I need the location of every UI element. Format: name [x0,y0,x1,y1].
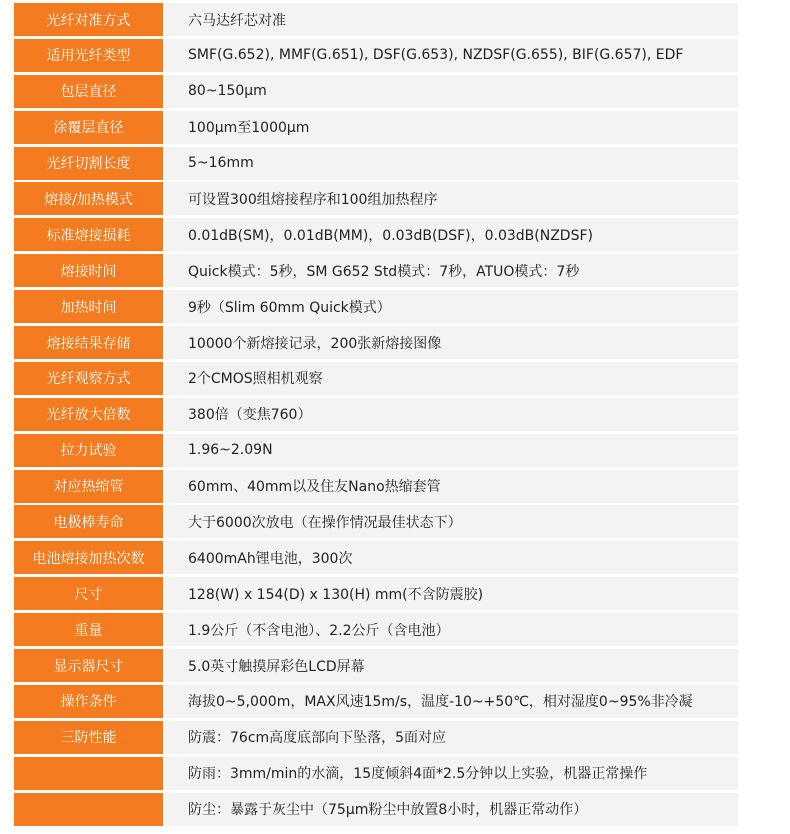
spec-row [14,290,738,323]
spec-value: 6400mAh锂电池，300次 [165,541,738,574]
spec-label: 涂覆层直径 [14,111,163,144]
spec-value: 大于6000次放电（在操作情况最佳状态下） [165,505,738,538]
spec-row [14,613,738,646]
spec-row [14,505,738,538]
spec-value: 1.9公斤（不含电池）、2.2公斤（含电池） [165,613,738,646]
spec-label: 熔接/加热模式 [14,182,163,215]
spec-row [14,326,738,359]
spec-label: 熔接时间 [14,254,163,287]
spec-row [14,577,738,610]
spec-value: 0.01dB(SM)，0.01dB(MM)，0.03dB(DSF)，0.03dB(NZDSF) [165,218,738,251]
spec-value: 100μm至1000μm [165,111,738,144]
spec-value: 5~16mm [165,147,738,180]
spec-label: 三防性能 [14,721,163,754]
spec-label: 熔接结果存储 [14,326,163,359]
spec-row [14,757,738,790]
spec-label: 电池熔接加热次数 [14,541,163,574]
spec-label: 标准熔接损耗 [14,218,163,251]
spec-row [14,75,738,108]
spec-label: 加热时间 [14,290,163,323]
spec-row [14,721,738,754]
spec-row [14,649,738,682]
spec-label: 光纤切割长度 [14,147,163,180]
spec-label: 适用光纤类型 [14,39,163,72]
spec-row [14,218,738,251]
spec-value: 可设置300组熔接程序和100组加热程序 [165,182,738,215]
spec-value: 128(W) x 154(D) x 130(H) mm(不含防震胶) [165,577,738,610]
spec-value: 防震：76cm高度底部向下坠落，5面对应 [165,721,738,754]
spec-value: 80~150μm [165,75,738,108]
spec-value: 5.0英寸触摸屏彩色LCD屏幕 [165,649,738,682]
spec-row [14,3,738,36]
spec-row [14,541,738,574]
spec-label: 对应热缩管 [14,470,163,503]
spec-label: 拉力试验 [14,434,163,467]
spec-value: 1.96~2.09N [165,434,738,467]
spec-row [14,793,738,826]
spec-value: 9秒（Slim 60mm Quick模式） [165,290,738,323]
spec-label: 尺寸 [14,577,163,610]
spec-row [14,470,738,503]
spec-label [14,793,163,826]
spec-value: SMF(G.652), MMF(G.651), DSF(G.653), NZDSF(G.655), BIF(G.657), EDF [165,39,738,72]
spec-table [14,3,738,828]
spec-label: 包层直径 [14,75,163,108]
spec-row [14,147,738,180]
spec-value: 2个CMOS照相机观察 [165,362,738,395]
spec-value: 防雨：3mm/min的水滴，15度倾斜4面*2.5分钟以上实验，机器正常操作 [165,757,738,790]
spec-label: 光纤放大倍数 [14,398,163,431]
spec-row [14,434,738,467]
spec-value: 10000个新熔接记录，200张新熔接图像 [165,326,738,359]
spec-value: Quick模式：5秒，SM G652 Std模式：7秒，ATUO模式：7秒 [165,254,738,287]
spec-value: 防尘：暴露于灰尘中（75μm粉尘中放置8小时，机器正常动作） [165,793,738,826]
spec-label: 显示器尺寸 [14,649,163,682]
spec-value: 六马达纤芯对准 [165,3,738,36]
spec-row [14,362,738,395]
spec-label: 电极棒寿命 [14,505,163,538]
spec-row [14,111,738,144]
spec-label [14,757,163,790]
spec-value: 60mm、40mm以及住友Nano热缩套管 [165,470,738,503]
spec-value: 海拔0~5,000m，MAX风速15m/s，温度-10~+50℃，相对湿度0~95%非冷凝 [165,685,738,718]
spec-row [14,685,738,718]
spec-row [14,398,738,431]
spec-row [14,182,738,215]
spec-label: 重量 [14,613,163,646]
spec-row [14,254,738,287]
spec-label: 光纤对准方式 [14,3,163,36]
spec-row [14,39,738,72]
spec-label: 光纤观察方式 [14,362,163,395]
spec-label: 操作条件 [14,685,163,718]
spec-value: 380倍（变焦760） [165,398,738,431]
